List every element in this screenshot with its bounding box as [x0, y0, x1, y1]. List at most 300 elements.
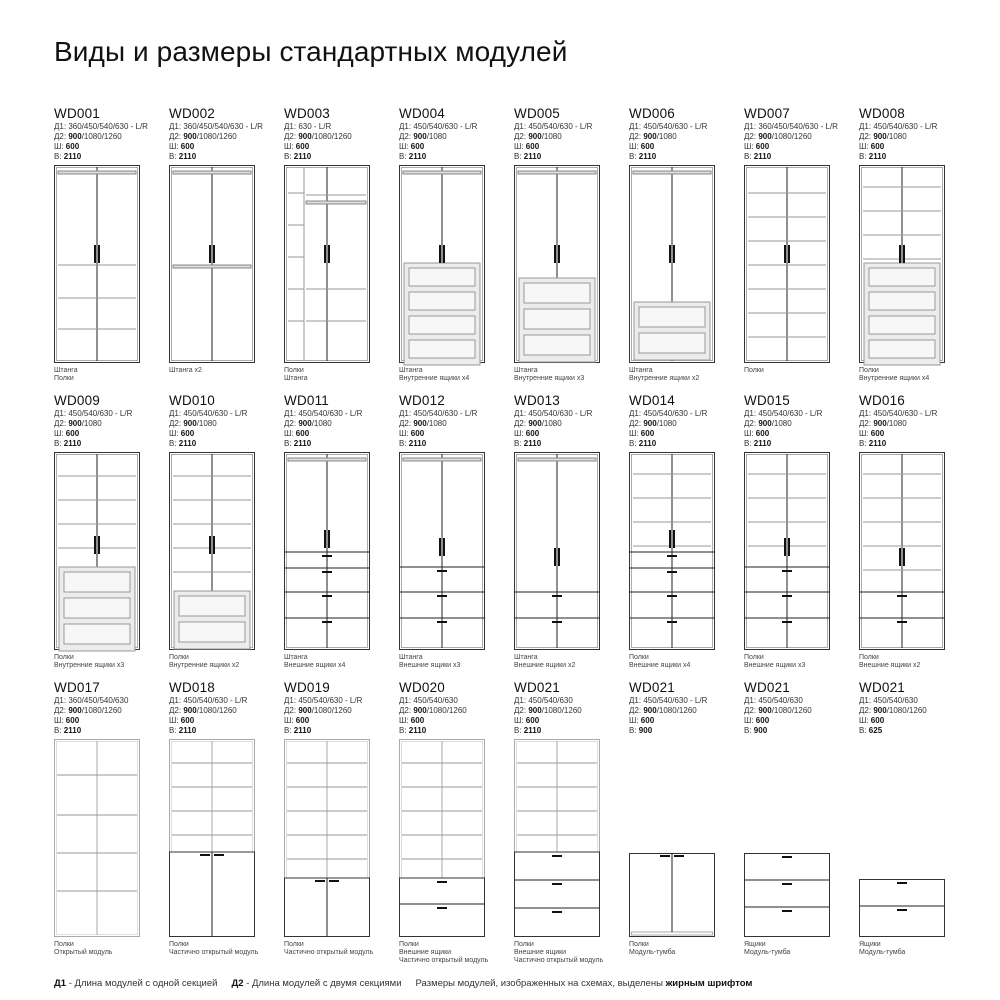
spec-label: Д1: — [744, 696, 757, 705]
spec-value-bold: 900 — [413, 419, 427, 428]
module-code: WD017 — [54, 680, 101, 695]
module-card — [399, 680, 514, 964]
spec-label: Ш: — [169, 142, 179, 151]
module-code: WD014 — [629, 393, 676, 408]
spec-value-bold: 2110 — [868, 152, 887, 161]
spec-d2 — [284, 132, 399, 142]
door-handle — [784, 245, 786, 263]
spec-value: /1080/1260 — [771, 132, 812, 141]
spec-value-bold: 900 — [643, 419, 657, 428]
module-notes — [514, 941, 603, 965]
spec-h — [859, 152, 974, 162]
spec-value-bold: 900 — [873, 419, 887, 428]
spec-h — [514, 726, 629, 736]
internal-drawer — [409, 340, 475, 358]
spec-value-bold: 2110 — [178, 726, 197, 735]
module-drawing — [399, 165, 485, 363]
spec-d2 — [169, 132, 284, 142]
spec-value-bold: 600 — [640, 142, 655, 151]
spec-value: 450/540/630 - L/R — [528, 122, 593, 131]
legend-note: Размеры модулей, изображенных на схемах, выделены — [415, 978, 666, 989]
spec-label: Д1: — [514, 409, 527, 418]
spec-w — [284, 429, 399, 439]
module-code: WD009 — [54, 393, 101, 408]
spec-value-bold: 600 — [410, 142, 425, 151]
spec-w — [399, 716, 514, 726]
door-handle — [899, 245, 901, 263]
spec-value-bold: 600 — [755, 716, 770, 725]
spec-d1 — [629, 409, 744, 419]
spec-label: Ш: — [54, 716, 64, 725]
door-handle — [329, 880, 339, 882]
spec-label: В: — [629, 152, 637, 161]
spec-value: 360/450/540/630 - L/R — [68, 122, 148, 131]
spec-value-bold: 600 — [65, 142, 80, 151]
module-code: WD021 — [859, 680, 906, 695]
spec-label: Д2: — [54, 419, 67, 428]
module-drawing — [284, 739, 370, 937]
spec-value-bold: 2110 — [408, 726, 427, 735]
door-handle — [674, 855, 684, 857]
spec-label: В: — [169, 726, 177, 735]
spec-w — [514, 142, 629, 152]
spec-label: Д1: — [399, 122, 412, 131]
module-drawing — [629, 165, 715, 363]
spec-label: В: — [629, 439, 637, 448]
drawer-handle — [667, 571, 677, 573]
spec-h — [744, 726, 859, 736]
spec-label: Д2: — [629, 419, 642, 428]
spec-d2 — [629, 132, 744, 142]
spec-label: Д1: — [54, 122, 67, 131]
spec-value: /1080/1260 — [426, 706, 467, 715]
module-note-line: Внешние ящики х2 — [514, 662, 576, 669]
internal-drawer — [869, 340, 935, 358]
spec-value-bold: 900 — [873, 706, 887, 715]
door-handle — [673, 530, 675, 548]
spec-d1 — [284, 696, 399, 706]
drawer-handle — [437, 907, 447, 909]
door-handle — [660, 855, 670, 857]
module-code: WD013 — [514, 393, 561, 408]
spec-value-bold: 900 — [528, 132, 542, 141]
spec-h — [629, 152, 744, 162]
module-card — [859, 393, 974, 669]
spec-w — [54, 142, 169, 152]
drawer-handle — [667, 595, 677, 597]
drawer-handle — [782, 621, 792, 623]
spec-label: Д2: — [629, 706, 642, 715]
module-note-line: Ящики — [744, 941, 766, 948]
spec-value: /1080 — [541, 419, 562, 428]
spec-d1 — [54, 122, 169, 132]
door-handle — [213, 536, 215, 554]
spec-value: 450/540/630 - L/R — [643, 409, 708, 418]
door-handle — [315, 880, 325, 882]
module-card — [744, 393, 859, 669]
spec-label: Д1: — [629, 409, 642, 418]
spec-label: Ш: — [744, 142, 754, 151]
spec-value-bold: 2110 — [63, 152, 82, 161]
module-note-line: Полки — [284, 367, 304, 374]
spec-d2 — [399, 706, 514, 716]
spec-d2 — [399, 132, 514, 142]
module-drawing — [514, 165, 600, 363]
spec-d1 — [859, 696, 974, 706]
spec-label: Д1: — [399, 409, 412, 418]
spec-d1 — [54, 409, 169, 419]
module-note-line: Полки — [629, 654, 649, 661]
door-handle — [554, 245, 556, 263]
spec-value-bold: 900 — [758, 132, 772, 141]
drawer-handle — [322, 595, 332, 597]
spec-w — [284, 716, 399, 726]
spec-w — [744, 142, 859, 152]
spec-label: Ш: — [514, 716, 524, 725]
spec-d2 — [54, 419, 169, 429]
spec-value-bold: 900 — [643, 132, 657, 141]
spec-label: В: — [54, 439, 62, 448]
spec-value-bold: 900 — [183, 706, 197, 715]
spec-label: Д1: — [744, 409, 757, 418]
module-drawing — [629, 853, 715, 937]
spec-d2 — [399, 419, 514, 429]
spec-value-bold: 900 — [758, 706, 772, 715]
spec-label: Д2: — [744, 132, 757, 141]
module-note-line: Внешние ящики х3 — [399, 662, 461, 669]
module-code: WD020 — [399, 680, 446, 695]
spec-value-bold: 600 — [640, 429, 655, 438]
door-handle — [443, 245, 445, 263]
spec-value: 450/540/630 - L/R — [413, 122, 478, 131]
spec-label: Д2: — [284, 132, 297, 141]
module-card — [169, 106, 284, 374]
module-notes — [629, 654, 690, 670]
spec-w — [54, 716, 169, 726]
spec-h — [859, 726, 974, 736]
spec-label: Д1: — [169, 696, 182, 705]
door-handle — [328, 245, 330, 263]
spec-label: Ш: — [284, 716, 294, 725]
module-note-line: Штанга — [514, 654, 538, 661]
spec-value-bold: 2110 — [753, 439, 772, 448]
spec-label: Д1: — [629, 696, 642, 705]
module-drawing — [169, 739, 255, 937]
spec-d2 — [169, 706, 284, 716]
spec-value: /1080/1260 — [311, 706, 352, 715]
drawer-handle — [897, 595, 907, 597]
spec-d1 — [514, 409, 629, 419]
spec-label: Д2: — [399, 706, 412, 715]
page-title: Виды и размеры стандартных модулей — [54, 36, 568, 67]
module-notes — [54, 654, 124, 670]
spec-value: 360/450/540/630 - L/R — [758, 122, 838, 131]
module-note-line: Штанга — [399, 367, 423, 374]
drawer-handle — [322, 555, 332, 557]
module-code: WD001 — [54, 106, 101, 121]
spec-label: Д1: — [629, 122, 642, 131]
module-card — [629, 680, 744, 956]
module-note-line: Внешние ящики х2 — [859, 662, 921, 669]
module-code: WD019 — [284, 680, 331, 695]
internal-drawer — [869, 268, 935, 286]
module-code: WD007 — [744, 106, 791, 121]
spec-label: Д2: — [514, 419, 527, 428]
spec-value: /1080 — [656, 419, 677, 428]
spec-label: Д1: — [169, 122, 182, 131]
spec-d1 — [744, 696, 859, 706]
internal-drawer — [869, 316, 935, 334]
spec-label: Д2: — [169, 706, 182, 715]
spec-d1 — [399, 122, 514, 132]
spec-h — [399, 152, 514, 162]
spec-d1 — [284, 122, 399, 132]
spec-label: Д1: — [169, 409, 182, 418]
module-code: WD021 — [514, 680, 561, 695]
door-handle — [784, 538, 786, 556]
module-note-line: Полки — [54, 654, 74, 661]
spec-label: Д2: — [514, 706, 527, 715]
spec-h — [744, 152, 859, 162]
module-drawing — [399, 452, 485, 650]
spec-h — [284, 152, 399, 162]
spec-value-bold: 600 — [180, 142, 195, 151]
drawer-handle — [437, 621, 447, 623]
module-code: WD021 — [744, 680, 791, 695]
spec-value-bold: 2110 — [63, 726, 82, 735]
module-note-line: Полки — [169, 654, 189, 661]
internal-drawer — [409, 268, 475, 286]
spec-value: 450/540/630 - L/R — [413, 409, 478, 418]
legend — [54, 978, 752, 989]
door-handle — [324, 530, 326, 548]
spec-label: Ш: — [514, 142, 524, 151]
module-notes — [169, 941, 258, 957]
module-note-line: Внутренние ящики х2 — [629, 375, 700, 382]
spec-value-bold: 600 — [410, 716, 425, 725]
spec-w — [399, 429, 514, 439]
module-note-line: Полки — [169, 941, 189, 948]
door-handle — [328, 530, 330, 548]
spec-label: Ш: — [399, 716, 409, 725]
internal-drawer — [64, 598, 130, 618]
spec-w — [629, 716, 744, 726]
spec-value: /1080 — [311, 419, 332, 428]
spec-value: 450/540/630 - L/R — [873, 122, 938, 131]
legend-d2-text: - Длина модулей с двумя секциями — [243, 978, 402, 989]
spec-value: /1080 — [771, 419, 792, 428]
module-card — [284, 393, 399, 669]
module-drawing — [859, 879, 945, 937]
spec-value: /1080/1260 — [81, 132, 122, 141]
hanging-rod — [518, 171, 596, 174]
door-handle — [669, 245, 671, 263]
spec-value: /1080/1260 — [656, 706, 697, 715]
module-note-line: Внутренние ящики х4 — [859, 375, 930, 382]
module-card — [54, 680, 169, 956]
module-note-line: Внешние ящики х3 — [744, 662, 806, 669]
hanging-rod — [173, 265, 251, 268]
spec-label: В: — [629, 726, 637, 735]
spec-label: В: — [859, 726, 867, 735]
spec-value-bold: 2110 — [523, 152, 542, 161]
spec-label: Д2: — [859, 706, 872, 715]
spec-d2 — [859, 419, 974, 429]
drawer-handle — [782, 595, 792, 597]
module-note-line: Частично открытый модуль — [169, 949, 259, 956]
drawer-handle — [437, 881, 447, 883]
module-note-line: Внутренние ящики х4 — [399, 375, 470, 382]
spec-d1 — [169, 409, 284, 419]
legend-d2-key: Д2 — [231, 978, 244, 989]
spec-label: Ш: — [284, 429, 294, 438]
module-note-line: Штанга — [54, 367, 78, 374]
spec-value-bold: 600 — [755, 429, 770, 438]
spec-label: Ш: — [859, 716, 869, 725]
module-drawing — [859, 452, 945, 650]
spec-label: Д1: — [284, 696, 297, 705]
module-notes — [399, 654, 460, 670]
spec-value-bold: 600 — [65, 716, 80, 725]
spec-value-bold: 900 — [298, 132, 312, 141]
spec-label: В: — [744, 726, 752, 735]
module-code: WD002 — [169, 106, 216, 121]
spec-value-bold: 600 — [295, 142, 310, 151]
spec-d2 — [859, 132, 974, 142]
module-note-line: Внешние ящики — [514, 949, 567, 956]
spec-value-bold: 2110 — [868, 439, 887, 448]
drawer-handle — [322, 621, 332, 623]
module-code: WD012 — [399, 393, 446, 408]
spec-label: Ш: — [399, 142, 409, 151]
spec-label: Д1: — [399, 696, 412, 705]
module-drawing — [169, 452, 255, 650]
spec-label: В: — [54, 726, 62, 735]
spec-label: Ш: — [514, 429, 524, 438]
module-note-line: Открытый модуль — [54, 949, 113, 956]
spec-value: 450/540/630 - L/R — [643, 122, 708, 131]
module-notes — [744, 367, 764, 375]
spec-value-bold: 2110 — [638, 439, 657, 448]
spec-label: Ш: — [744, 429, 754, 438]
door-handle — [98, 536, 100, 554]
spec-value-bold: 900 — [528, 419, 542, 428]
spec-w — [169, 429, 284, 439]
module-code: WD010 — [169, 393, 216, 408]
module-note-line: Штанга — [399, 654, 423, 661]
spec-value-bold: 600 — [180, 716, 195, 725]
spec-value-bold: 900 — [413, 132, 427, 141]
module-note-line: Штанга — [284, 654, 308, 661]
spec-label: Д1: — [54, 409, 67, 418]
door-handle — [324, 245, 326, 263]
internal-drawer — [524, 283, 590, 303]
hanging-rod — [518, 458, 596, 461]
spec-value-bold: 900 — [68, 419, 82, 428]
cabinet-frame — [745, 854, 830, 937]
door-handle — [94, 536, 96, 554]
module-code: WD021 — [629, 680, 676, 695]
module-drawing — [54, 165, 140, 363]
module-notes — [629, 941, 675, 957]
spec-label: Д2: — [284, 419, 297, 428]
spec-value: /1080 — [886, 132, 907, 141]
module-card — [514, 680, 629, 964]
module-note-line: Модуль-тумба — [859, 949, 906, 956]
spec-value-bold: 2110 — [63, 439, 82, 448]
module-note-line: Полки — [284, 941, 304, 948]
module-note-line: Внешние ящики х4 — [629, 662, 691, 669]
spec-label: В: — [744, 152, 752, 161]
spec-d2 — [54, 706, 169, 716]
legend-bold: жирным шрифтом — [665, 978, 753, 989]
module-card — [629, 393, 744, 669]
spec-w — [399, 142, 514, 152]
spec-value: 360/450/540/630 - L/R — [183, 122, 263, 131]
module-card — [629, 106, 744, 382]
spec-value-bold: 2110 — [178, 152, 197, 161]
spec-label: В: — [514, 726, 522, 735]
spec-value: /1080 — [426, 419, 447, 428]
spec-label: Ш: — [629, 142, 639, 151]
spec-value: /1080/1260 — [196, 706, 237, 715]
spec-label: Ш: — [744, 716, 754, 725]
spec-label: В: — [399, 439, 407, 448]
module-drawing — [629, 452, 715, 650]
spec-h — [629, 439, 744, 449]
spec-label: Д1: — [744, 122, 757, 131]
module-notes — [399, 367, 469, 383]
spec-value: 360/450/540/630 — [68, 696, 129, 705]
spec-label: Д1: — [859, 696, 872, 705]
door-handle — [209, 536, 211, 554]
spec-d1 — [169, 696, 284, 706]
spec-value: 450/540/630 — [873, 696, 918, 705]
spec-value-bold: 600 — [525, 429, 540, 438]
spec-label: Д2: — [744, 419, 757, 428]
drawer-handle — [897, 882, 907, 884]
module-note-line: Внутренние ящики х3 — [54, 662, 125, 669]
hanging-rod — [173, 171, 251, 174]
drawer-handle — [897, 909, 907, 911]
module-drawing — [284, 452, 370, 650]
spec-label: Ш: — [284, 142, 294, 151]
spec-d1 — [399, 696, 514, 706]
spec-h — [169, 152, 284, 162]
spec-label: Д2: — [514, 132, 527, 141]
module-notes — [514, 367, 584, 383]
door-handle — [788, 245, 790, 263]
spec-value-bold: 600 — [65, 429, 80, 438]
drawer-handle — [322, 571, 332, 573]
module-notes — [54, 367, 78, 383]
module-notes — [744, 941, 790, 957]
spec-w — [744, 429, 859, 439]
spec-h — [629, 726, 744, 736]
drawer-handle — [897, 621, 907, 623]
hanging-rod — [633, 171, 711, 174]
spec-label: Ш: — [169, 429, 179, 438]
spec-label: Д2: — [744, 706, 757, 715]
spec-label: В: — [744, 439, 752, 448]
spec-d2 — [744, 132, 859, 142]
door-handle — [98, 245, 100, 263]
spec-value-bold: 600 — [870, 716, 885, 725]
door-handle — [213, 245, 215, 263]
spec-value-bold: 625 — [868, 726, 883, 735]
spec-d2 — [744, 706, 859, 716]
hanging-rod — [306, 201, 366, 204]
